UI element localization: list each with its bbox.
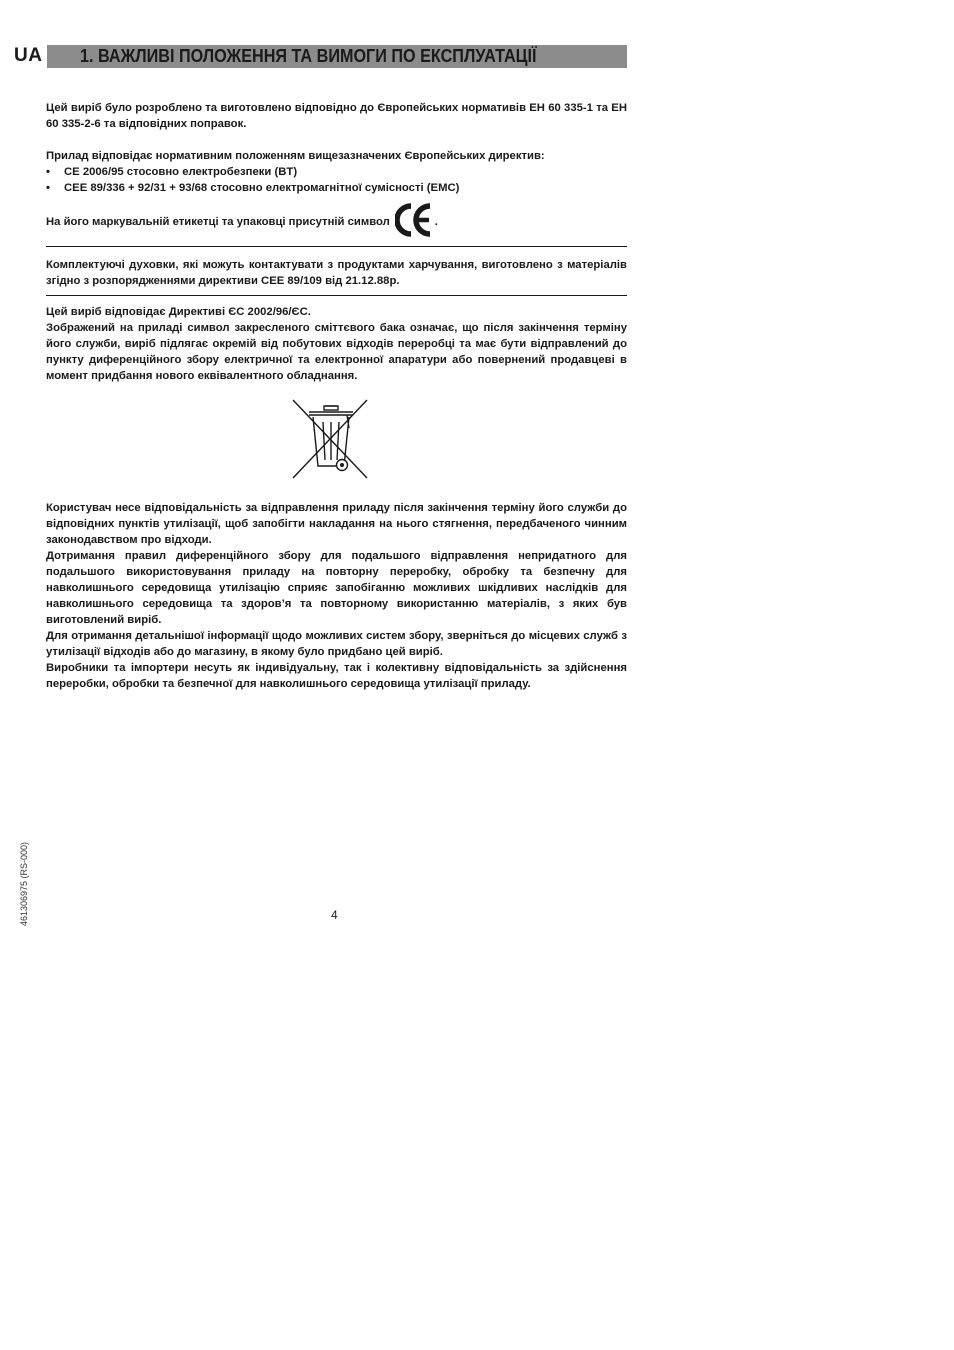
weee-paragraph: Зображений на приладі символ закресленого сміттєвого бака означає, що після закінчення терміну його служби, виріб підлягає окремій від побутових відходів переробці та має бути відправлений до пункту диференційного збору електричної та електронної апаратури або повернений продавцеві в момент придбання нового еквівалентного обладнання. <box>46 322 627 382</box>
ce-marking-text: На його маркувальній етикетці та упаковці присутній символ <box>46 216 390 228</box>
weee-symbol <box>46 398 627 480</box>
language-code: UA <box>14 45 43 66</box>
section-title: 1. ВАЖЛИВІ ПОЛОЖЕННЯ ТА ВИМОГИ ПО ЕКСПЛУАТАЦІЇ <box>80 46 537 66</box>
responsibility-paragraph: Виробники та імпортери несуть як індивідуальну, так і колективну відповідальність за здійснення переробки, обробки та безпечної для навколишнього середовища утилізації приладу. <box>46 662 627 690</box>
list-item-text: CEE 89/336 + 92/31 + 93/68 стосовно електромагнітної сумісності (EMC) <box>64 182 460 194</box>
list-item <box>46 180 627 196</box>
responsibility-paragraph: Користувач несе відповідальність за відправлення приладу після закінчення терміну його служби до відповідних пунктів утилізації, щоб запобігти накладання на нього стягнення, передбаченого чинним законодавством про відходи. <box>46 502 627 546</box>
page-number: 4 <box>331 908 338 922</box>
list-item <box>46 164 627 180</box>
document-code: 461306975 (RS-000) <box>19 841 29 926</box>
ce-marking-period: . <box>434 216 438 228</box>
ce-mark-icon <box>395 203 433 242</box>
intro-paragraph: Цей виріб було розроблено та виготовлено відповідно до Європейських нормативів ЕН 60 335-1 та ЕН 60 335-2-6 та відповідних поправок. <box>46 102 627 130</box>
bullet-marker: • <box>46 182 50 194</box>
ce-marking-line <box>46 204 627 240</box>
bullet-marker: • <box>46 166 50 178</box>
food-contact-paragraph: Комплектуючі духовки, які можуть контактувати з продуктами харчування, виготовлено з матеріалів згідно з розпорядженнями директиви CEE 89/109 від 21.12.88р. <box>46 259 627 287</box>
section-title-bar <box>47 45 627 68</box>
list-item-text: CE 2006/95 стосовно електробезпеки (BT) <box>64 166 298 178</box>
weee-heading: Цей виріб відповідає Директиві ЄС 2002/96/ЄС. <box>46 306 311 318</box>
responsibility-paragraph: Дотримання правил диференційного збору для подальшого відправлення непридатного для подальшого використовування приладу на повторну переробку, обробку та безпечну для навколишнього середовища утилізацію сприяє запобіганню можливих шкідливих наслідків для навколишнього середовища та здоров’я та повторному використанню матеріалів, з яких був виготовлений виріб. <box>46 550 627 626</box>
responsibility-paragraph: Для отримання детальнішої інформації щодо можливих систем збору, зверніться до місцевих служб з утилізації відходів або до магазину, в якому було придбано цей виріб. <box>46 630 627 658</box>
directives-paragraph: Прилад відповідає нормативним положенням вищезазначених Європейських директив: <box>46 150 545 162</box>
crossed-out-wheelie-bin-icon <box>291 398 371 480</box>
main-content <box>46 100 627 692</box>
